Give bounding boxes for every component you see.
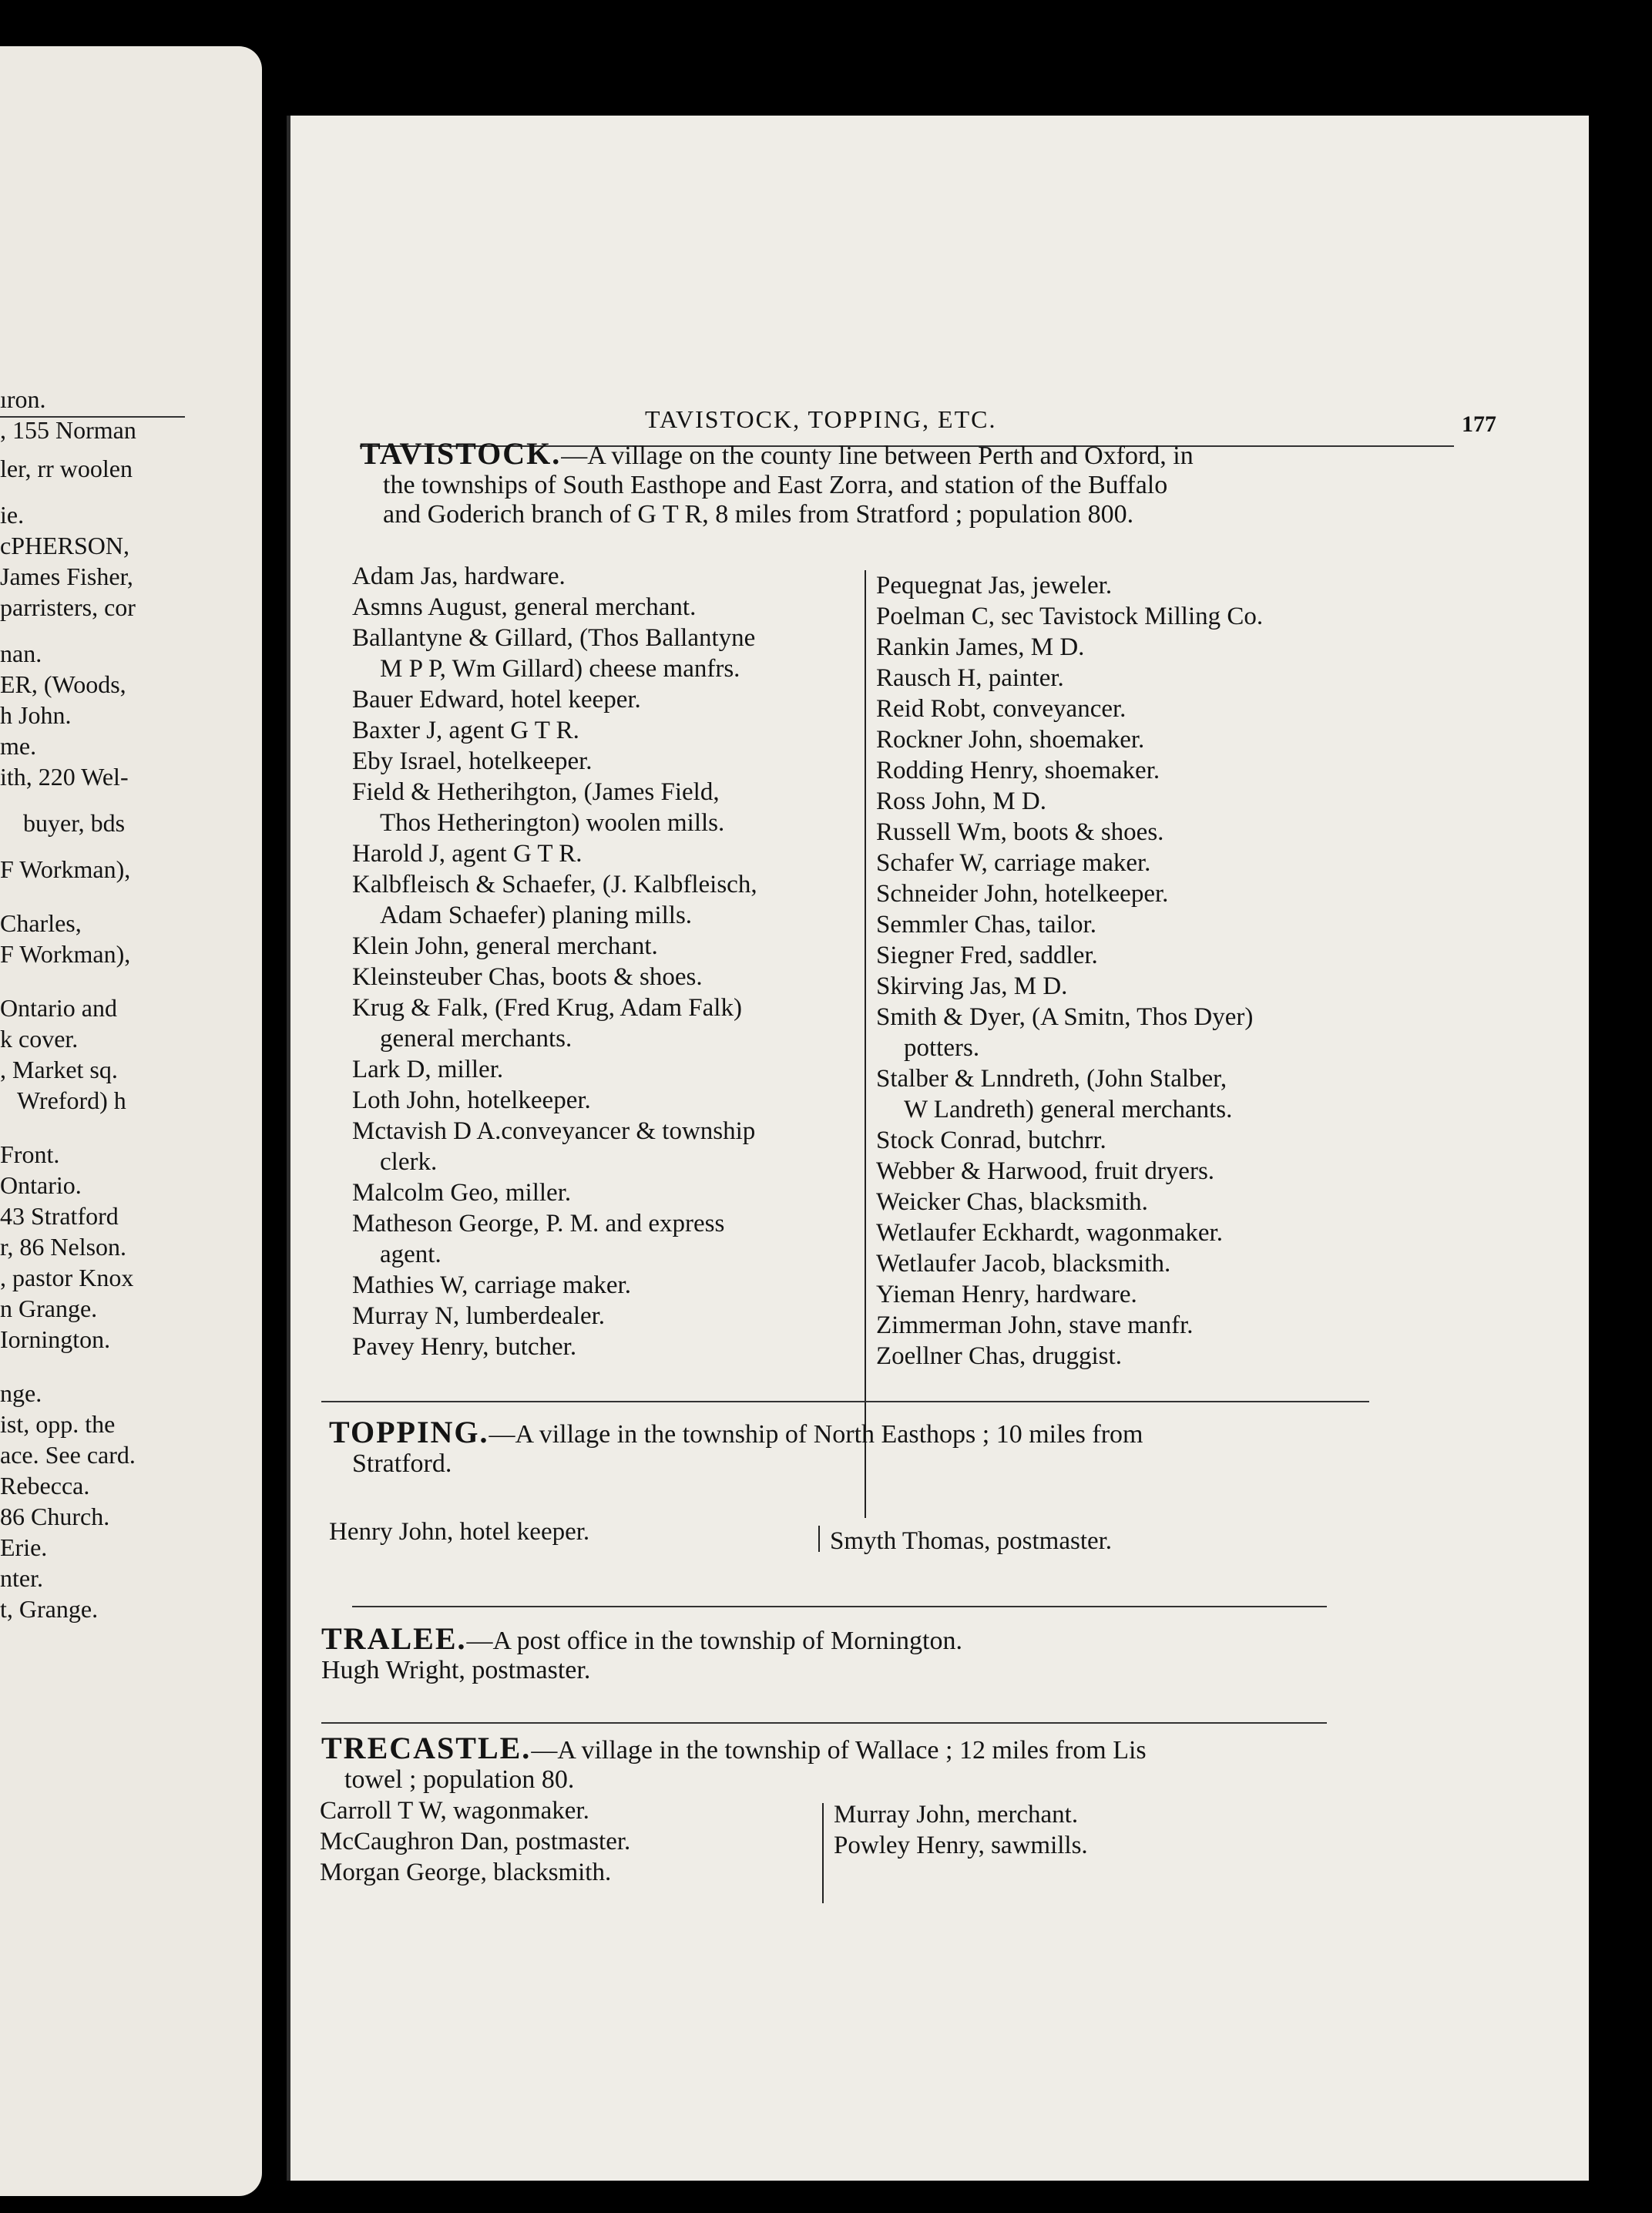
tavistock-column-divider [865,570,866,1518]
directory-entry: Morgan George, blacksmith. [320,1859,612,1886]
directory-entry: Siegner Fred, saddler. [876,942,1098,969]
trecastle-intro-line-1: —A village in the township of Wallace ; 12 miles from Lis [531,1736,1147,1765]
left-page-fragment: F Workman), [0,940,131,968]
left-page-fragment: ist, opp. the [0,1410,116,1438]
directory-entry: general merchants. [380,1025,572,1053]
left-page-fragment: ith, 220 Wel- [0,763,129,791]
directory-entry: W Landreth) general merchants. [904,1096,1233,1123]
tralee-intro-line-2: Hugh Wright, postmaster. [321,1656,591,1684]
directory-entry: Stalber & Lnndreth, (John Stalber, [876,1065,1227,1093]
page-number: 177 [1462,411,1496,437]
directory-entry: Zimmerman John, stave manfr. [876,1311,1194,1339]
directory-entry: Adam Jas, hardware. [352,562,566,590]
left-page-fragment: h John. [0,701,72,729]
section-rule [321,1401,1369,1402]
tavistock-left-column [352,561,757,1362]
left-page-fragment: nge. [0,1379,42,1407]
directory-entry: Rankin James, M D. [876,633,1085,661]
directory-entry: Carroll T W, wagonmaker. [320,1797,589,1825]
directory-entry: Eby Israel, hotelkeeper. [352,747,593,775]
trecastle-left-column [320,1795,630,1888]
directory-entry: Pavey Henry, butcher. [352,1333,577,1361]
directory-entry: Krug & Falk, (Fred Krug, Adam Falk) [352,994,742,1022]
left-page-fragment: n Grange. [0,1295,98,1322]
left-page-fragment: 86 Church. [0,1503,110,1530]
directory-entry: Wetlaufer Eckhardt, wagonmaker. [876,1219,1223,1247]
trecastle-column-divider [822,1803,824,1903]
directory-entry: McCaughron Dan, postmaster. [320,1828,631,1855]
left-page-fragment: Wreford) h [17,1086,126,1114]
left-page-fragment: ıron. [0,385,46,413]
tavistock-right-column [876,570,1263,1372]
directory-entry: Ross John, M D. [876,787,1046,815]
left-page-fragment: parristers, cor [0,593,136,621]
directory-entry: Mctavish D A.conveyancer & township [352,1117,756,1145]
directory-entry: Bauer Edward, hotel keeper. [352,686,641,714]
left-page-fragment: Rebecca. [0,1472,90,1499]
left-page-fragment: , pastor Knox [0,1264,134,1291]
topping-left-column [329,1516,589,1547]
directory-entry: Malcolm Geo, miller. [352,1179,572,1207]
directory-entry: clerk. [380,1148,438,1176]
directory-entry: Stock Conrad, butchrr. [876,1127,1106,1154]
directory-entry: Mathies W, carriage maker. [352,1271,631,1299]
directory-entry: Henry John, hotel keeper. [329,1518,590,1546]
directory-entry: Field & Hetherihgton, (James Field, [352,778,720,806]
topping-right-column [830,1526,1112,1556]
directory-entry: Skirving Jas, M D. [876,972,1068,1000]
trecastle-intro [321,1731,1423,1795]
left-page-fragment: 43 Stratford [0,1202,119,1230]
left-page-fragment: Charles, [0,909,82,937]
left-page-fragment: F Workman), [0,855,131,883]
directory-entry: Klein John, general merchant. [352,932,658,960]
topping-heading: TOPPING. [329,1415,489,1449]
directory-entry: M P P, Wm Gillard) cheese manfrs. [380,655,740,683]
directory-entry: Pequegnat Jas, jeweler. [876,572,1113,599]
directory-entry: potters. [904,1034,980,1062]
tralee-intro-line-1: —A post office in the township of Mornington. [466,1627,962,1655]
section-rule [352,1606,1327,1607]
directory-entry: Reid Robt, conveyancer. [876,695,1127,723]
left-page-fragment: k cover. [0,1025,79,1053]
topping-intro-line-2: Stratford. [352,1449,452,1478]
left-page-fragment: , Market sq. [0,1056,118,1083]
directory-entry: Asmns August, general merchant. [352,593,697,621]
running-header: TAVISTOCK, TOPPING, ETC. [645,405,997,433]
left-page-fragment: Ontario and [0,994,117,1022]
directory-entry: Weicker Chas, blacksmith. [876,1188,1148,1216]
tralee-intro [321,1621,1423,1685]
directory-entry: Yieman Henry, hardware. [876,1281,1137,1308]
directory-entry: Ballantyne & Gillard, (Thos Ballantyne [352,624,756,652]
left-page-fragment: nter. [0,1564,43,1592]
directory-entry: Wetlaufer Jacob, blacksmith. [876,1250,1171,1278]
directory-entry: Kleinsteuber Chas, boots & shoes. [352,963,703,991]
directory-entry: Murray John, merchant. [834,1801,1079,1828]
trecastle-heading: TRECASTLE. [321,1731,532,1765]
directory-entry: agent. [380,1241,442,1268]
trecastle-right-column [834,1799,1088,1861]
directory-entry: Zoellner Chas, druggist. [876,1342,1122,1370]
directory-entry: Rodding Henry, shoemaker. [876,757,1160,784]
directory-entry: Smith & Dyer, (A Smitn, Thos Dyer) [876,1003,1254,1031]
left-page-fragment: James Fisher, [0,562,133,590]
left-page-fragment: buyer, bds [23,809,126,837]
directory-entry: Schafer W, carriage maker. [876,849,1151,877]
directory-entry: Murray N, lumberdealer. [352,1302,606,1330]
topping-column-divider [818,1526,820,1552]
directory-entry: Thos Hetherington) woolen mills. [380,809,725,837]
directory-entry: Lark D, miller. [352,1056,504,1083]
directory-entry: Adam Schaefer) planing mills. [380,902,693,929]
trecastle-intro-line-2: towel ; population 80. [344,1765,575,1794]
left-page-fragment: , 155 Norman [0,416,136,444]
left-page-fragment: Front. [0,1140,60,1168]
tralee-heading: TRALEE. [321,1621,467,1656]
left-page-fragment: Ontario. [0,1171,82,1199]
directory-entry: Russell Wm, boots & shoes. [876,818,1164,846]
left-page-fragment: me. [0,732,37,760]
left-page-fragment: ie. [0,501,25,529]
directory-entry: Harold J, agent G T R. [352,840,583,868]
topping-intro-line-1: —A village in the township of North Easthops ; 10 miles from [489,1420,1143,1449]
left-page-fragment: nan. [0,640,42,667]
directory-entry: Kalbfleisch & Schaefer, (J. Kalbfleisch, [352,871,757,898]
left-page-fragment: Erie. [0,1533,48,1561]
tavistock-intro-line-1: —A village on the county line between Perth and Oxford, in [561,442,1194,470]
directory-entry: Powley Henry, sawmills. [834,1832,1088,1859]
directory-entry: Semmler Chas, tailor. [876,911,1096,939]
left-page-fragment: ler, rr woolen [0,455,133,482]
directory-entry: Smyth Thomas, postmaster. [830,1527,1113,1555]
section-rule [321,1722,1327,1724]
tavistock-intro [360,436,1462,529]
tavistock-intro-line-3: and Goderich branch of G T R, 8 miles from Stratford ; population 800. [383,500,1134,529]
tavistock-heading: TAVISTOCK. [360,436,562,471]
left-page-fragment: Iornington. [0,1325,111,1353]
directory-entry: Matheson George, P. M. and express [352,1210,725,1237]
directory-entry: Rockner John, shoemaker. [876,726,1145,754]
topping-intro [329,1415,1431,1479]
left-page-fragment: ER, (Woods, [0,670,126,698]
left-page-fragment: cPHERSON, [0,532,130,559]
directory-entry: Webber & Harwood, fruit dryers. [876,1157,1215,1185]
directory-entry: Baxter J, agent G T R. [352,717,579,744]
left-page-fragment: r, 86 Nelson. [0,1233,127,1261]
main-page [287,116,1589,2181]
directory-entry: Schneider John, hotelkeeper. [876,880,1169,908]
tavistock-intro-line-2: the townships of South Easthope and East Zorra, and station of the Buffalo [383,471,1168,499]
directory-entry: Rausch H, painter. [876,664,1064,692]
directory-entry: Poelman C, sec Tavistock Milling Co. [876,603,1264,630]
left-page-fragment: ace. See card. [0,1441,136,1469]
left-facing-page [0,46,262,2196]
directory-entry: Loth John, hotelkeeper. [352,1086,591,1114]
left-page-fragment: t, Grange. [0,1595,99,1623]
